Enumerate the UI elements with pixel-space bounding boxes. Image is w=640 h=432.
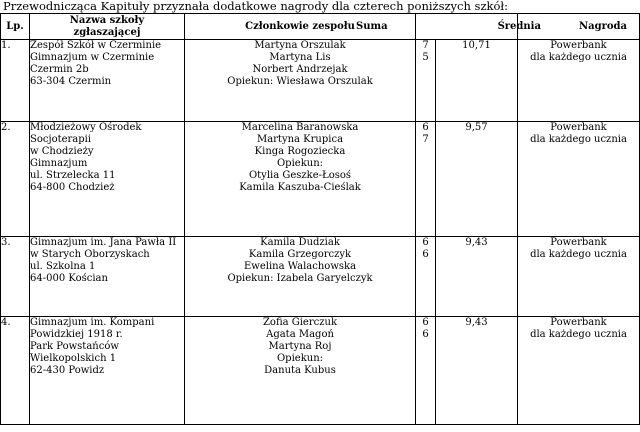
school-line: 63-304 Czermin (30, 76, 112, 87)
srednia-cell: 9,43 (436, 237, 518, 317)
srednia-cell: 10,71 (436, 40, 518, 122)
school-line: Zespół Szkół w Czerminie (30, 40, 162, 51)
srednia-cell: 9,57 (436, 122, 518, 237)
member-line: Agata Magoń (266, 329, 334, 340)
school-line: Powidzkiej 1918 r. (30, 329, 123, 340)
header-school-line1: Nazwa szkoły (69, 14, 145, 26)
nagroda-cell (518, 317, 640, 425)
members-cell (185, 237, 416, 317)
school-line: Gimnazjum im. Kompani (30, 317, 155, 328)
srednia-cell: 9,43 (436, 317, 518, 425)
nagroda-line: Powerbank (550, 317, 607, 328)
member-line: Kamila Kaszuba-Cieślak (239, 182, 361, 193)
awards-table (0, 13, 640, 425)
nagroda-line: Powerbank (550, 237, 607, 248)
table-row (1, 40, 640, 122)
member-line: Norbert Andrzejak (252, 64, 348, 75)
suma-digit: 7 (422, 134, 429, 145)
suma-digit: 6 (422, 329, 429, 340)
school-line: w Chodzieży (30, 146, 94, 157)
suma-digit: 6 (422, 122, 429, 133)
header-nagroda: Nagroda (518, 14, 640, 40)
header-suma (356, 14, 541, 40)
suma-cell (416, 237, 436, 317)
members-cell (185, 40, 416, 122)
table-row (1, 237, 640, 317)
member-line: Marcelina Baranowska (241, 122, 359, 133)
member-line: Opiekun: Izabela Garyelczyk (227, 273, 373, 284)
suma-cell (416, 122, 436, 237)
member-line: Otylia Geszke-Łosoś (248, 170, 352, 181)
school-name-cell (30, 237, 185, 317)
members-cell (185, 317, 416, 425)
header-school-line2: zgłaszającej (73, 26, 141, 38)
intro-text: Przewodnicząca Kapituły przyznała dodatkowe nagrody dla czterech poniższych szkół: (3, 0, 509, 13)
school-line: Gimnazjum im. Jana Pawła II (30, 237, 177, 248)
suma-digit: 7 (422, 40, 429, 51)
suma-digit: 6 (422, 237, 429, 248)
school-line: Gimnazjum w Czerminie (30, 52, 155, 63)
suma-cell (416, 40, 436, 122)
row-number: 1. (1, 40, 30, 122)
nagroda-cell (518, 237, 640, 317)
header-members: Członkowie zespołu (185, 14, 416, 40)
table-row (1, 122, 640, 237)
nagroda-line: Powerbank (550, 40, 607, 51)
row-number: 2. (1, 122, 30, 237)
school-line: w Starych Oborzyskach (30, 249, 150, 260)
school-name-cell (30, 40, 185, 122)
school-line: 62-430 Powidz (30, 365, 105, 376)
school-line: Czermin 2b (30, 64, 89, 75)
suma-digit: 6 (422, 249, 429, 260)
suma-digit: 6 (422, 317, 429, 328)
school-line: Park Powstańców (30, 341, 119, 352)
school-line: Młodzieżowy Ośrodek (30, 122, 142, 133)
nagroda-line: Powerbank (550, 122, 607, 133)
school-line: Wielkopolskich 1 (30, 353, 117, 364)
table-row (1, 317, 640, 425)
suma-cell (416, 317, 436, 425)
school-name-cell (30, 317, 185, 425)
member-line: Kamila Dudziak (260, 237, 340, 248)
member-line: Martyna Roj (268, 341, 332, 352)
member-line: Opiekun: Wiesława Orszulak (227, 76, 373, 87)
nagroda-line: dla każdego ucznia (530, 52, 627, 63)
header-suma-label: Suma (356, 20, 388, 32)
nagroda-cell (518, 40, 640, 122)
member-line: Zofia Gierczuk (262, 317, 338, 328)
members-cell (185, 122, 416, 237)
member-line: Opiekun: (276, 158, 324, 169)
school-line: 64-800 Chodzież (30, 182, 115, 193)
member-line: Ewelina Walachowska (243, 261, 357, 272)
suma-digit: 5 (422, 52, 429, 63)
header-row (1, 14, 640, 40)
member-line: Kinga Rogozіecka (254, 146, 346, 157)
member-line: Danuta Kubus (264, 365, 336, 376)
school-line: ul. Szkolna 1 (30, 261, 96, 272)
member-line: Opiekun: (276, 353, 324, 364)
nagroda-line: dla każdego ucznia (530, 249, 627, 260)
member-line: Martyna Lis (269, 52, 331, 63)
row-number: 4. (1, 317, 30, 425)
nagroda-line: dla każdego ucznia (530, 134, 627, 145)
header-srednia-label: Średnia (497, 20, 541, 32)
school-line: ul. Strzelecka 11 (30, 170, 116, 181)
school-line: 64-000 Kościan (30, 273, 108, 284)
member-line: Martyna Orszulak (254, 40, 346, 51)
header-lp: Lp. (1, 14, 30, 40)
nagroda-line: dla każdego ucznia (530, 329, 627, 340)
nagroda-cell (518, 122, 640, 237)
member-line: Martyna Krupica (256, 134, 344, 145)
row-number: 3. (1, 237, 30, 317)
school-line: Socjoterapii (30, 134, 92, 145)
member-line: Kamila Grzegorczyk (248, 249, 352, 260)
school-line: Gimnazjum (30, 158, 88, 169)
header-school (30, 14, 185, 40)
school-name-cell (30, 122, 185, 237)
